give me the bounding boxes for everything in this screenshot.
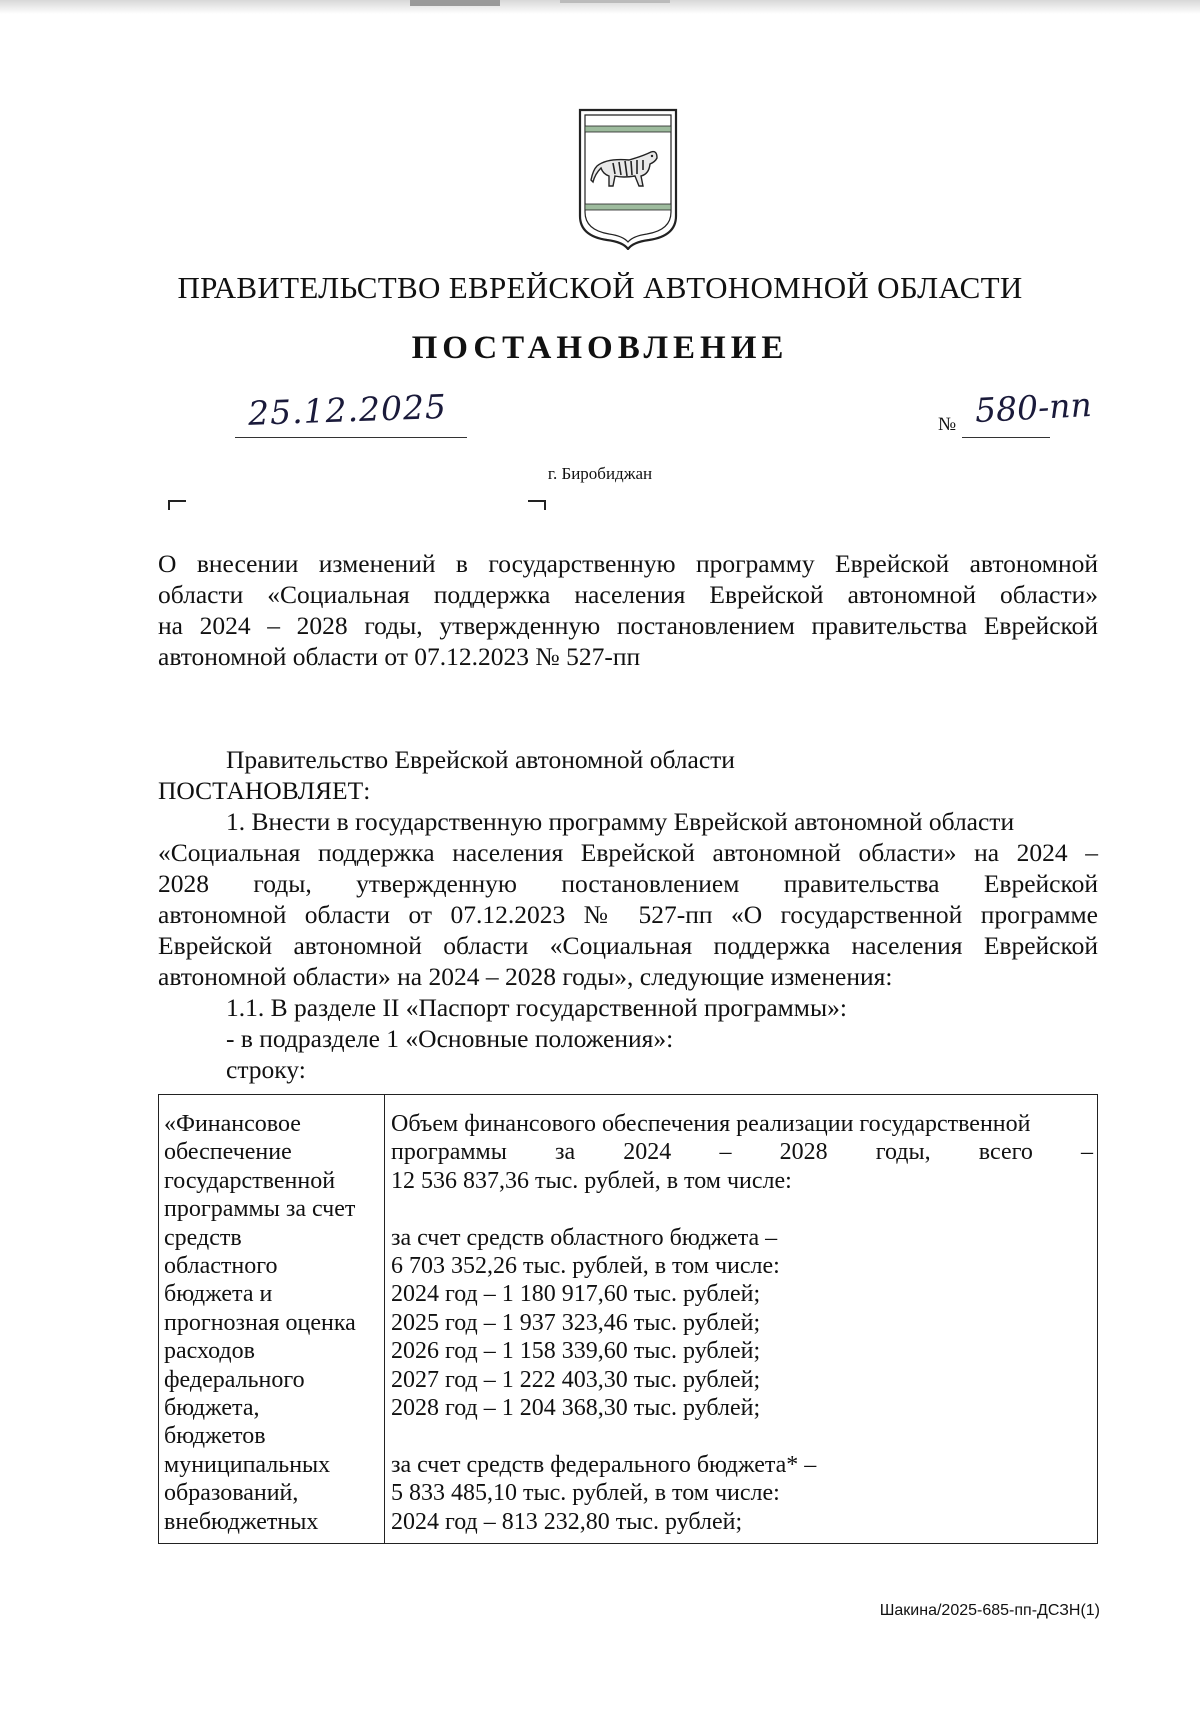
date-underline <box>235 437 467 438</box>
table-value-line <box>391 1195 1093 1223</box>
body-line: автономной области от 07.12.2023 № 527-пп «О государственной программе <box>158 900 1098 929</box>
subject-line: области «Социальная поддержка населения Еврейской автономной области» <box>158 580 1098 609</box>
table-label-line: областного <box>164 1253 278 1280</box>
table-value-line: 2024 год – 1 180 917,60 тыс. рублей; <box>391 1281 761 1308</box>
table-value-line: 6 703 352,26 тыс. рублей, в том числе: <box>391 1253 780 1280</box>
document-code: Шакина/2025-685-пп-ДСЗН(1) <box>879 1602 1100 1619</box>
document-subject <box>158 548 1098 672</box>
city-name: г. Биробиджан <box>547 464 653 483</box>
subject-line: автономной области от 07.12.2023 № 527-пп <box>158 642 641 671</box>
body-line: ПОСТАНОВЛЯЕТ: <box>158 776 371 805</box>
table-label-line: внебюджетных <box>164 1508 319 1535</box>
body-line: 2028 годы, утвержденную постановлением правительства Еврейской <box>158 869 1098 898</box>
table-label-line: средств <box>164 1224 242 1251</box>
table-value-line: за счет средств областного бюджета – <box>391 1224 778 1251</box>
corner-mark-right <box>528 500 546 510</box>
table-value-line: 5 833 485,10 тыс. рублей, в том числе: <box>391 1480 780 1507</box>
table-value-line: программы за 2024 – 2028 годы, всего – <box>391 1139 1093 1166</box>
scan-artifact <box>410 0 500 6</box>
table-label-line: образований, <box>164 1480 299 1507</box>
finance-table-value-column <box>385 1095 1097 1543</box>
body-line: 1. Внести в государственную программу Еврейской автономной области <box>226 807 1015 836</box>
subject-line: О внесении изменений в государственную программу Еврейской автономной <box>158 549 1098 578</box>
table-label-line: обеспечение <box>164 1139 292 1166</box>
table-value-line: 2027 год – 1 222 403,30 тыс. рублей; <box>391 1366 761 1393</box>
table-label-line: государственной <box>164 1167 336 1194</box>
number-underline <box>962 437 1050 438</box>
table-label-line: прогнозная оценка <box>164 1309 356 1336</box>
scan-artifact <box>560 0 670 3</box>
table-value-line: 2025 год – 1 937 323,46 тыс. рублей; <box>391 1309 761 1336</box>
document-type-title: ПОСТАНОВЛЕНИЕ <box>411 330 789 366</box>
body-line: «Социальная поддержка населения Еврейской автономной области» на 2024 – <box>158 838 1098 867</box>
table-label-line: муниципальных <box>164 1451 331 1478</box>
body-line: Правительство Еврейской автономной области <box>226 745 735 774</box>
table-label-line: бюджетов <box>164 1423 266 1450</box>
finance-table-label-column <box>159 1095 385 1543</box>
table-value-line <box>391 1422 1093 1450</box>
subject-line: на 2024 – 2028 годы, утвержденную постановлением правительства Еврейской <box>158 611 1098 640</box>
coat-of-arms-tiger-icon <box>577 108 679 250</box>
number-label: № <box>938 414 957 435</box>
table-label-line: программы за счет <box>164 1196 356 1223</box>
table-value-line: 2024 год – 813 232,80 тыс. рублей; <box>391 1508 743 1535</box>
document-body <box>158 744 1098 1085</box>
table-label-line: федерального <box>164 1366 305 1393</box>
finance-table <box>158 1094 1098 1544</box>
government-title: ПРАВИТЕЛЬСТВО ЕВРЕЙСКОЙ АВТОНОМНОЙ ОБЛАСТИ <box>177 270 1023 305</box>
table-label-line: «Финансовое <box>164 1111 301 1137</box>
handwritten-number: 580-пп <box>974 384 1093 431</box>
body-line: 1.1. В разделе II «Паспорт государственной программы»: <box>226 993 847 1022</box>
corner-mark-left <box>168 500 186 510</box>
table-label-line: бюджета и <box>164 1281 273 1308</box>
table-value-line: 2026 год – 1 158 339,60 тыс. рублей; <box>391 1338 761 1365</box>
body-line: - в подразделе 1 «Основные положения»: <box>226 1024 674 1053</box>
body-line: строку: <box>226 1055 306 1084</box>
table-value-line: Объем финансового обеспечения реализации государственной <box>391 1111 1031 1137</box>
handwritten-date: 25.12.2025 <box>247 386 448 433</box>
table-label-line: бюджета, <box>164 1395 260 1422</box>
table-value-line: 12 536 837,36 тыс. рублей, в том числе: <box>391 1167 792 1194</box>
body-line: автономной области» на 2024 – 2028 годы», следующие изменения: <box>158 962 893 991</box>
table-label-line: расходов <box>164 1338 255 1365</box>
table-value-line: 2028 год – 1 204 368,30 тыс. рублей; <box>391 1395 761 1422</box>
body-line: Еврейской автономной области «Социальная поддержка населения Еврейской <box>158 931 1098 960</box>
table-value-line: за счет средств федерального бюджета* – <box>391 1451 817 1478</box>
